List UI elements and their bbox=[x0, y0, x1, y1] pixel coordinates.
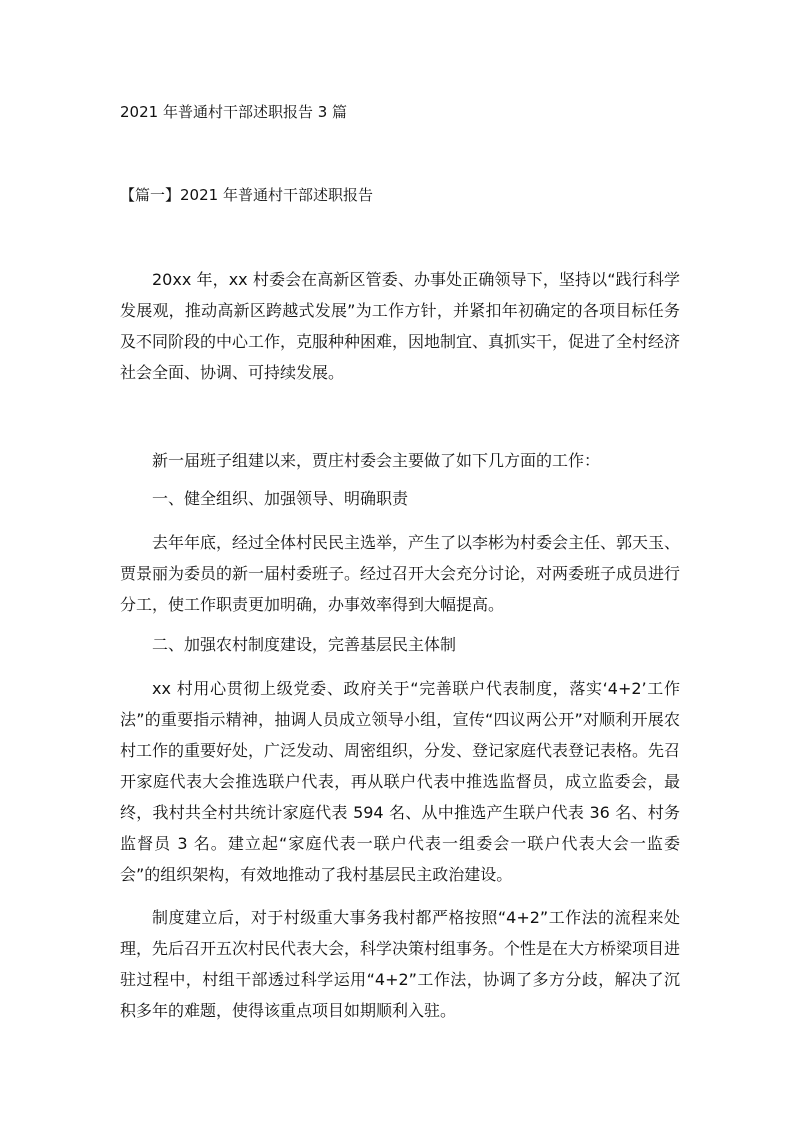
heading-organization: 一、健全组织、加强领导、明确职责 bbox=[152, 489, 409, 508]
system-implementation-paragraph: 制度建立后，对于村级重大事务我村都严格按照“4+2”工作法的流程来处理，先后召开五次村民代表大会，科学决策村组事务。个性是在大方桥梁项目进驻过程中，村组干部透过科学运用“4+2”工作法，协调了多方分歧，解决了沉积多年的难题，使得该重点项目如期顺利入驻。 bbox=[120, 908, 681, 1020]
organization-paragraph: 去年年底，经过全体村民民主选举，产生了以李彬为村委会主任、郭天玉、贾景丽为委员的新一届村委班子。经过召开大会充分讨论，对两委班子成员进行分工，使工作职责更加明确，办事效率得到大幅提高。 bbox=[120, 533, 681, 614]
intro-paragraph: 20xx 年，xx 村委会在高新区管委、办事处正确领导下，坚持以“践行科学发展观，推动高新区跨越式发展”为工作方针，并紧扣年初确定的各项目标任务及不同阶段的中心工作，克服种种困难，因地制宜、真抓实干，促进了全村经济社会全面、协调、可持续发展。 bbox=[120, 270, 681, 382]
system-building-paragraph: xx 村用心贯彻上级党委、政府关于“完善联户代表制度，落实‘4+2’工作法”的重要指示精神，抽调人员成立领导小组，宣传“四议两公开”对顺利开展农村工作的重要好处，广泛发动、周密组织，分发、登记家庭代表登记表格。先召开家庭代表大会推选联户代表，再从联户代表中推选监督员，成立监委会，最终，我村共全村共统计家庭代表 594 名、从中推选产生联户代表 36 名、村务监督员 3 名。建立起“家庭代表一联户代表一组委会一联户代表大会一监委会”的组织架构，有效地推动了我村基层民主政治建设。 bbox=[120, 679, 681, 884]
document-title: 2021 年普通村干部述职报告 3 篇 bbox=[120, 103, 348, 121]
work-summary-intro: 新一届班子组建以来，贾庄村委会主要做了如下几方面的工作： bbox=[152, 451, 601, 470]
section-heading: 【篇一】2021 年普通村干部述职报告 bbox=[120, 186, 373, 204]
heading-system-building: 二、加强农村制度建设，完善基层民主体制 bbox=[152, 635, 457, 654]
